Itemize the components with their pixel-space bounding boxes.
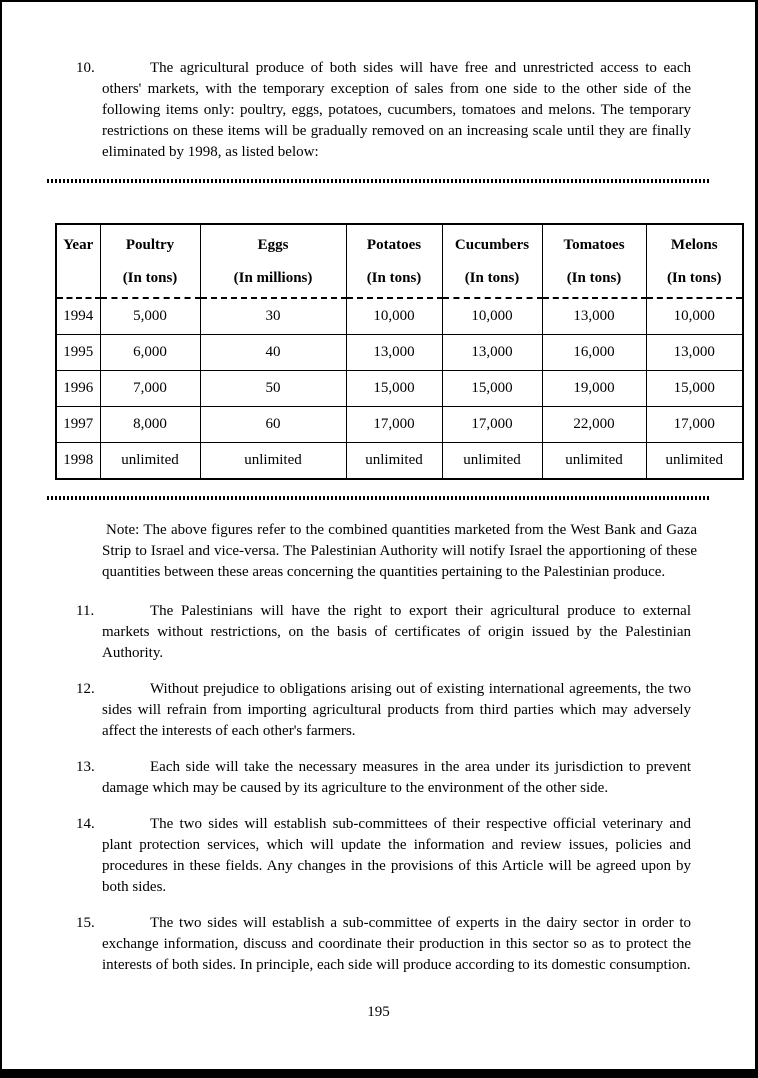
header-unit: (In tons) bbox=[464, 270, 520, 286]
table-row-1995 bbox=[56, 335, 743, 371]
header-title: Tomatoes bbox=[563, 237, 625, 253]
page-number: 195 bbox=[367, 1004, 390, 1020]
table-cell: unlimited bbox=[646, 443, 743, 480]
table-cell: 17,000 bbox=[646, 407, 743, 443]
header-title: Melons bbox=[670, 237, 718, 253]
table-cell: 10,000 bbox=[646, 298, 743, 335]
table-row-1994 bbox=[56, 298, 743, 335]
paragraph-text: Each side will take the necessary measures in the area under its jurisdiction to prevent damage which may be caused by its agriculture to the environment of the other side. bbox=[102, 759, 691, 796]
table-header-poultry bbox=[100, 224, 200, 298]
table-cell: 19,000 bbox=[542, 371, 646, 407]
table-cell: 1995 bbox=[56, 335, 100, 371]
paragraph-text: The two sides will establish a sub-committee of experts in the dairy sector in order to exchange information, discuss and coordinate their production in this sector so as to protect the interests of both sides. In principle, each side will produce according to its domestic consumption. bbox=[102, 915, 691, 973]
table-cell: unlimited bbox=[200, 443, 346, 480]
table-cell: unlimited bbox=[542, 443, 646, 480]
table-header-melons bbox=[646, 224, 743, 298]
paragraph-15 bbox=[76, 913, 691, 976]
table-header-cucumbers bbox=[442, 224, 542, 298]
table-cell: 60 bbox=[200, 407, 346, 443]
horizontal-rule-bottom bbox=[47, 496, 710, 500]
paragraph-number: 15. bbox=[76, 915, 95, 931]
paragraph-text: Without prejudice to obligations arising out of existing international agreements, the two sides will refrain from importing agricultural products from third parties which may adversely affect the interests of each other's farmers. bbox=[102, 681, 691, 739]
table-cell: 1998 bbox=[56, 443, 100, 480]
paragraph-13 bbox=[76, 757, 691, 799]
table-cell: 15,000 bbox=[442, 371, 542, 407]
paragraph-number: 10. bbox=[76, 60, 95, 76]
header-unit: (In tons) bbox=[122, 270, 178, 286]
paragraph-text: The agricultural produce of both sides will have free and unrestricted access to each others' markets, with the temporary exception of sales from one side to the other side of the following items only: poultry, eggs, potatoes, cucumbers, tomatoes and melons. The temporary restrictions on these items will be gradually removed on an increasing scale until they are finally eliminated by 1998, as listed below: bbox=[102, 60, 691, 160]
table-header-eggs bbox=[200, 224, 346, 298]
table-cell: 15,000 bbox=[346, 371, 442, 407]
table-cell: 13,000 bbox=[646, 335, 743, 371]
paragraph-11 bbox=[76, 601, 691, 664]
table-row-1998 bbox=[56, 443, 743, 480]
paragraph-text: The two sides will establish sub-committees of their respective official veterinary and plant protection services, which will update the information and review issues, policies and procedures in these fields. Any changes in the provisions of this Article will be agreed upon by both sides. bbox=[102, 816, 691, 895]
table-row-1996 bbox=[56, 371, 743, 407]
table-cell: 1996 bbox=[56, 371, 100, 407]
paragraph-number: 12. bbox=[76, 681, 95, 697]
paragraph-12 bbox=[76, 679, 691, 742]
header-unit: (In tons) bbox=[566, 270, 622, 286]
header-unit: (In tons) bbox=[666, 270, 722, 286]
table-header-potatoes bbox=[346, 224, 442, 298]
header-unit: (In tons) bbox=[366, 270, 422, 286]
horizontal-rule-top bbox=[47, 179, 710, 183]
header-title: Potatoes bbox=[366, 237, 422, 253]
table-cell: 16,000 bbox=[542, 335, 646, 371]
header-title: Eggs bbox=[257, 237, 289, 253]
table-cell: 40 bbox=[200, 335, 346, 371]
header-title: Cucumbers bbox=[454, 237, 530, 253]
table-cell: 13,000 bbox=[346, 335, 442, 371]
page-content bbox=[2, 2, 755, 1023]
header-unit bbox=[60, 268, 97, 286]
table-cell: 30 bbox=[200, 298, 346, 335]
table-cell: 13,000 bbox=[442, 335, 542, 371]
table-header-tomatoes bbox=[542, 224, 646, 298]
table-cell: 6,000 bbox=[100, 335, 200, 371]
table-cell: 50 bbox=[200, 371, 346, 407]
paragraph-number: 13. bbox=[76, 759, 95, 775]
table-cell: 1994 bbox=[56, 298, 100, 335]
paragraph-number: 11. bbox=[76, 603, 95, 619]
table-row-1997 bbox=[56, 407, 743, 443]
header-title: Year bbox=[63, 237, 94, 253]
table-cell: unlimited bbox=[100, 443, 200, 480]
table-cell: 10,000 bbox=[346, 298, 442, 335]
table-cell: 10,000 bbox=[442, 298, 542, 335]
table-cell: 1997 bbox=[56, 407, 100, 443]
table-cell: 22,000 bbox=[542, 407, 646, 443]
table-cell: 13,000 bbox=[542, 298, 646, 335]
table-header-row bbox=[56, 224, 743, 298]
table-cell: 7,000 bbox=[100, 371, 200, 407]
table-cell: 5,000 bbox=[100, 298, 200, 335]
table-cell: 15,000 bbox=[646, 371, 743, 407]
header-title: Poultry bbox=[125, 237, 175, 253]
table-cell: unlimited bbox=[442, 443, 542, 480]
paragraph-14 bbox=[76, 814, 691, 898]
table-cell: 17,000 bbox=[346, 407, 442, 443]
table-cell: 17,000 bbox=[442, 407, 542, 443]
paragraph-number: 14. bbox=[76, 816, 95, 832]
table-note: Note: The above figures refer to the combined quantities marketed from the West Bank and Gaza Strip to Israel and vice-versa. The Palestinian Authority will notify Israel the apportioning of these quantities between these areas concerning the quantities pertaining to the Palestinian produce. bbox=[102, 522, 697, 580]
paragraph-text: The Palestinians will have the right to export their agricultural produce to external markets without restrictions, on the basis of certificates of origin issued by the Palestinian Authority. bbox=[102, 603, 691, 661]
paragraph-10 bbox=[76, 58, 691, 163]
agricultural-quota-table bbox=[55, 223, 744, 480]
table-cell: 8,000 bbox=[100, 407, 200, 443]
table-cell: unlimited bbox=[346, 443, 442, 480]
table-header-year bbox=[56, 224, 100, 298]
header-unit: (In millions) bbox=[233, 270, 313, 286]
